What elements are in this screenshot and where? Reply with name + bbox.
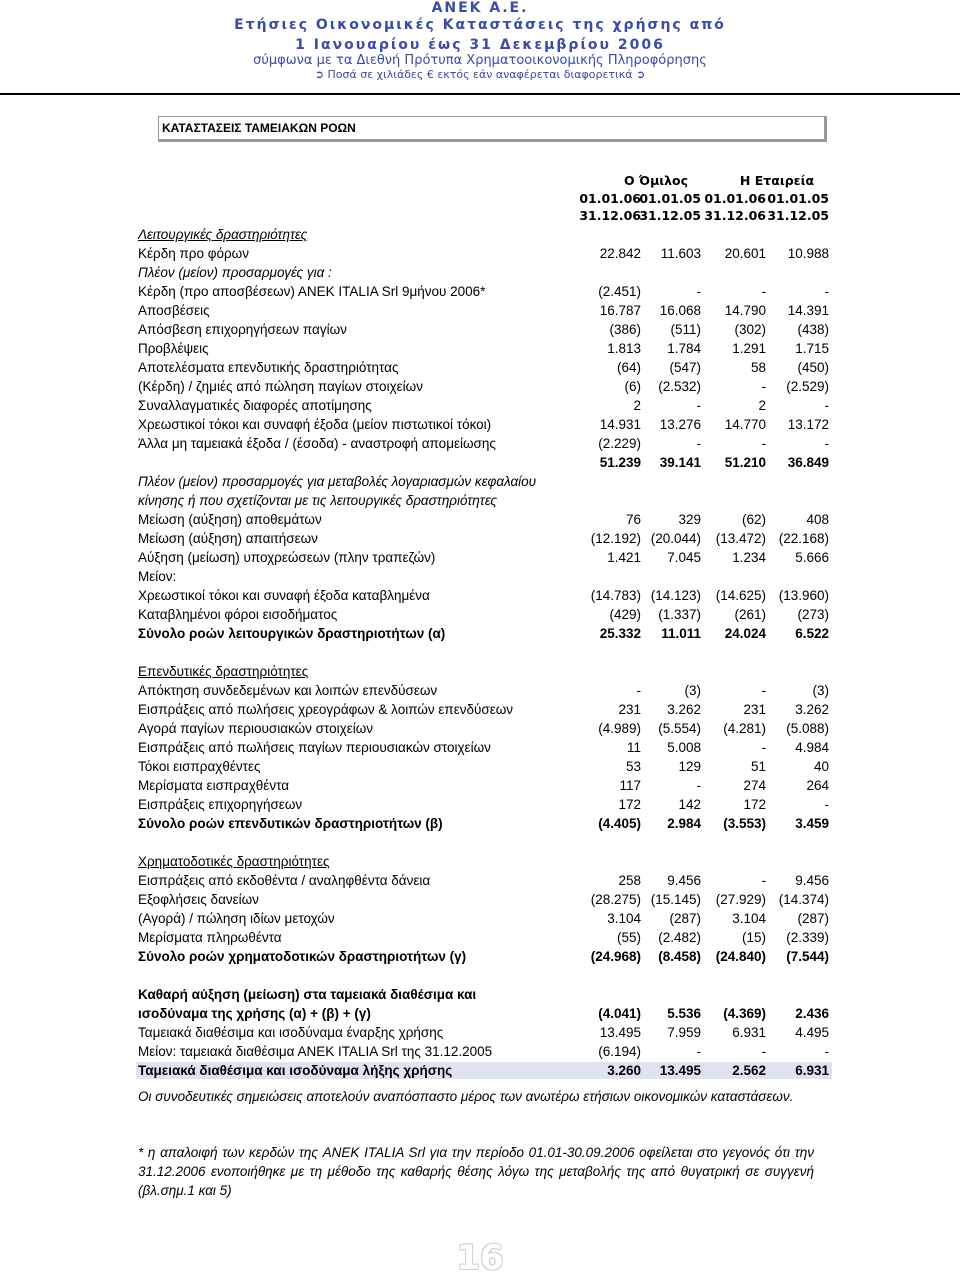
- table-row: [0, 548, 960, 567]
- cell-company-2006: (302): [734, 322, 766, 337]
- cell-group-2006: (55): [616, 930, 641, 945]
- cell-group-2006: (64): [616, 360, 641, 375]
- net-change-label-1: Καθαρή αύξηση (μείωση) στα ταμειακά διαθέσιμα και: [138, 987, 477, 1002]
- row-label: Χρεωστικοί τόκοι και συναφή έξοδα καταβλημένα: [138, 588, 430, 603]
- cell-group-2006: 51.239: [599, 455, 641, 470]
- cell-group-2005: (547): [669, 360, 701, 375]
- cell-group-2005: 2.984: [667, 816, 701, 831]
- cell-company-2006: -: [761, 436, 766, 451]
- cell-company-2006: -: [761, 284, 766, 299]
- table-row: [0, 1042, 960, 1061]
- table-row: [0, 263, 960, 282]
- table-row: [0, 776, 960, 795]
- cell-group-2005: (5.554): [658, 721, 701, 736]
- cell-company-2005: 13.172: [787, 417, 829, 432]
- table-row: [0, 795, 960, 814]
- cell-company-2005: 5.666: [795, 550, 829, 565]
- row-label: Απόκτηση συνδεδεμένων και λοιπών επενδύσεων: [138, 683, 438, 698]
- cell-company-2005: 36.849: [787, 455, 829, 470]
- operating-heading-row: [0, 225, 960, 244]
- cell-company-2006: 51.210: [724, 455, 766, 470]
- row-label: Αγορά παγίων περιουσιακών στοιχείων: [138, 721, 374, 736]
- cell-company-2006: (13.472): [715, 531, 766, 546]
- row-label: Εισπράξεις από πωλήσεις χρεογράφων & λοιπών επενδύσεων: [138, 702, 514, 717]
- cell-company-2005: 4.495: [795, 1025, 829, 1040]
- row-label: Μερίσματα πληρωθέντα: [138, 930, 282, 945]
- cell-group-2005: 13.495: [659, 1063, 701, 1078]
- cell-group-2006: 117: [619, 778, 641, 793]
- cell-group-2006: 22.842: [599, 246, 641, 261]
- col3-from: 01.01.06: [704, 191, 766, 206]
- cell-group-2005: 39.141: [659, 455, 701, 470]
- cell-group-2005: 13.276: [659, 417, 701, 432]
- col3-to: 31.12.06: [704, 208, 766, 223]
- report-period: 1 Ιανουαρίου έως 31 Δεκεμβρίου 2006: [295, 37, 665, 53]
- spacer: [0, 833, 960, 852]
- cell-group-2005: -: [696, 398, 701, 413]
- footnote: * η απαλοιφή των κερδών της ANEK ITALIA Srl για την περίοδο 01.01-30.09.2006 οφείλεται στο γεγονός ότι την 31.12.2006 ενοποιήθηκε με τη μέθοδο της καθαρής θέσης λόγω της μεταβολής της από θυγατρική σε συγγενή (βλ.σημ.1 και 5): [138, 1145, 814, 1198]
- cell-group-2006: 231: [618, 702, 641, 717]
- investing-heading: Επενδυτικές δραστηριότητες: [138, 664, 309, 679]
- table-row: [0, 510, 960, 529]
- cell-group-2005: 11.011: [661, 626, 701, 641]
- table-row: [0, 928, 960, 947]
- cell-group-2005: 9.456: [667, 873, 701, 888]
- financing-total-row: [0, 947, 960, 966]
- table-row: [0, 529, 960, 548]
- cell-group-2006: (4.405): [598, 816, 641, 831]
- cell-company-2006: 24.024: [724, 626, 766, 641]
- cell-group-2005: 5.536: [667, 1006, 701, 1021]
- cell-company-2006: 3.104: [732, 911, 766, 926]
- col1-to: 31.12.06: [579, 208, 641, 223]
- cell-group-2006: 1.421: [607, 550, 641, 565]
- row-label: Μερίσματα εισπραχθέντα: [138, 778, 290, 793]
- cell-group-2005: (14.123): [650, 588, 701, 603]
- table-row: [0, 396, 960, 415]
- cell-group-2005: (8.458): [658, 949, 701, 964]
- cell-company-2006: 1.234: [732, 550, 766, 565]
- cell-group-2005: (1.337): [658, 607, 701, 622]
- cell-group-2006: (4.041): [598, 1006, 641, 1021]
- operating-rows: [0, 244, 960, 453]
- cell-company-2005: 4.984: [795, 740, 829, 755]
- col4-from: 01.01.05: [767, 191, 829, 206]
- cell-group-2005: 7.045: [667, 550, 701, 565]
- table-row: [0, 605, 960, 624]
- table-row: [0, 586, 960, 605]
- financing-rows: [0, 871, 960, 947]
- row-label: Σύνολο ροών χρηματοδοτικών δραστηριοτήτων (γ): [138, 949, 467, 964]
- cell-group-2005: 142: [678, 797, 701, 812]
- cell-group-2005: (15.145): [650, 892, 701, 907]
- cell-group-2006: 1.813: [607, 341, 641, 356]
- operating-subtotal-row: [0, 453, 960, 472]
- working-capital-heading-row-1: [0, 472, 960, 491]
- section-title: ΚΑΤΑΣΤΑΣΕΙΣ ΤΑΜΕΙΑΚΩΝ ΡΟΩΝ: [158, 116, 827, 142]
- cell-company-2006: (3.553): [723, 816, 766, 831]
- net-change-row-1: [0, 985, 960, 1004]
- cell-group-2006: (6): [624, 379, 641, 394]
- cell-company-2005: (273): [797, 607, 829, 622]
- cell-group-2006: -: [636, 683, 641, 698]
- cell-company-2006: 2.562: [732, 1063, 766, 1078]
- row-label: Εισπράξεις από εκδοθέντα / αναληφθέντα δάνεια: [138, 873, 431, 888]
- cell-company-2005: (2.339): [786, 930, 829, 945]
- row-label: Εισπράξεις επιχορηγήσεων: [138, 797, 303, 812]
- cell-group-2005: 16.068: [659, 303, 701, 318]
- row-label: Σύνολο ροών λειτουργικών δραστηριοτήτων (α): [138, 626, 446, 641]
- cell-company-2005: 6.522: [795, 626, 829, 641]
- cell-company-2006: (15): [741, 930, 766, 945]
- cell-group-2005: 7.959: [667, 1025, 701, 1040]
- row-label: Αποτελέσματα επενδυτικής δραστηριότητας: [138, 360, 399, 375]
- cell-company-2005: 1.715: [795, 341, 829, 356]
- row-label: Εισπράξεις από πωλήσεις παγίων περιουσιακών στοιχείων: [138, 740, 491, 755]
- cell-group-2006: 13.495: [599, 1025, 641, 1040]
- net-change-label-2: ισοδύναμα της χρήσης (α) + (β) + (γ): [138, 1006, 371, 1021]
- cell-group-2005: (287): [669, 911, 701, 926]
- cell-company-2006: 274: [743, 778, 766, 793]
- row-label: Αύξηση (μείωση) υποχρεώσεων (πλην τραπεζών): [138, 550, 436, 565]
- cell-company-2006: (24.840): [715, 949, 766, 964]
- cell-company-2006: 58: [750, 360, 766, 375]
- cell-group-2005: -: [696, 778, 701, 793]
- cell-group-2006: 76: [625, 512, 641, 527]
- company-column-header: Η Εταιρεία: [739, 173, 815, 188]
- cell-group-2006: (429): [609, 607, 641, 622]
- cell-group-2005: -: [696, 436, 701, 451]
- cell-group-2005: (20.044): [650, 531, 701, 546]
- cell-group-2006: 16.787: [599, 303, 641, 318]
- cell-company-2005: (13.960): [778, 588, 829, 603]
- cell-company-2006: 14.770: [724, 417, 766, 432]
- cash-flow-statement: [0, 225, 960, 1080]
- financing-heading: Χρηματοδοτικές δραστηριότητες: [138, 854, 330, 869]
- cell-group-2005: (3): [684, 683, 701, 698]
- cell-company-2005: 2.436: [795, 1006, 829, 1021]
- row-label: Προβλέψεις: [138, 341, 209, 356]
- col1-from: 01.01.06: [579, 191, 641, 206]
- table-row: [0, 719, 960, 738]
- operating-heading: Λειτουργικές δραστηριότητες: [138, 227, 308, 242]
- cell-company-2006: (4.369): [723, 1006, 766, 1021]
- header-divider: [0, 93, 960, 95]
- table-row: [0, 1023, 960, 1042]
- row-label: Συναλλαγματικές διαφορές αποτίμησης: [138, 398, 372, 413]
- cell-group-2005: (2.532): [658, 379, 701, 394]
- row-label: Καταβλημένοι φόροι εισοδήματος: [138, 607, 338, 622]
- report-title: Ετήσιες Οικονομικές Καταστάσεις της χρήσης από: [234, 17, 726, 33]
- row-label: Χρεωστικοί τόκοι και συναφή έξοδα (μείον πιστωτικοί τόκοι): [138, 417, 492, 432]
- row-label: Μείον:: [138, 569, 177, 584]
- table-row: [0, 871, 960, 890]
- cell-company-2006: 20.601: [724, 246, 766, 261]
- cell-company-2005: (2.529): [786, 379, 829, 394]
- row-label: Μείωση (αύξηση) αποθεμάτων: [138, 512, 322, 527]
- cell-group-2006: (2.451): [598, 284, 641, 299]
- cell-company-2006: 1.291: [732, 341, 766, 356]
- working-capital-heading-2: κίνησης ή που σχετίζονται με τις λειτουργικές δραστηριότητες: [138, 493, 497, 508]
- cell-group-2006: 53: [625, 759, 641, 774]
- cell-group-2006: (4.989): [598, 721, 641, 736]
- cell-group-2006: (6.194): [598, 1044, 641, 1059]
- cell-company-2006: 14.790: [724, 303, 766, 318]
- table-row: [0, 320, 960, 339]
- cell-company-2006: (14.625): [715, 588, 766, 603]
- cell-group-2005: 129: [678, 759, 701, 774]
- row-label: Ταμειακά διαθέσιμα και ισοδύναμα έναρξης χρήσης: [138, 1025, 444, 1040]
- investing-rows: [0, 681, 960, 814]
- col4-to: 31.12.05: [767, 208, 829, 223]
- cell-group-2006: 2: [633, 398, 641, 413]
- cell-company-2006: -: [761, 683, 766, 698]
- table-row: [0, 757, 960, 776]
- row-label: (Κέρδη) / ζημιές από πώληση παγίων στοιχείων: [138, 379, 423, 394]
- investing-heading-row: [0, 662, 960, 681]
- cell-company-2006: 51: [750, 759, 766, 774]
- cell-group-2006: (386): [609, 322, 641, 337]
- row-label: Εξοφλήσεις δανείων: [138, 892, 259, 907]
- cell-company-2005: -: [824, 1044, 829, 1059]
- cell-group-2005: (2.482): [658, 930, 701, 945]
- cell-group-2006: 11: [626, 740, 641, 755]
- cell-company-2005: (3): [812, 683, 829, 698]
- cell-company-2005: (450): [797, 360, 829, 375]
- row-label: Σύνολο ροών επενδυτικών δραστηριοτήτων (β): [138, 816, 443, 831]
- cell-company-2005: (14.374): [778, 892, 829, 907]
- cell-company-2005: (7.544): [786, 949, 829, 964]
- net-change-row-2: [0, 1004, 960, 1023]
- cell-group-2006: 25.332: [599, 626, 641, 641]
- table-row: [0, 567, 960, 586]
- working-capital-heading-1: Πλέον (μείον) προσαρμογές για μεταβολές λογαριασμών κεφαλαίου: [138, 474, 537, 489]
- cell-company-2006: -: [761, 873, 766, 888]
- table-row: [0, 738, 960, 757]
- row-label: Μείον: ταμειακά διαθέσιμα ΑΝΕΚ ITALIA Srl της 31.12.2005: [138, 1044, 493, 1059]
- row-label: Ταμειακά διαθέσιμα και ισοδύναμα λήξης χρήσης: [138, 1063, 453, 1078]
- row-label: (Αγορά) / πώληση ιδίων μετοχών: [138, 911, 335, 926]
- cell-company-2006: -: [761, 379, 766, 394]
- cell-company-2006: 2: [758, 398, 766, 413]
- cell-group-2005: -: [696, 1044, 701, 1059]
- cell-company-2005: 10.988: [787, 246, 829, 261]
- cell-company-2005: 3.459: [795, 816, 829, 831]
- closing-cash-row: [0, 1061, 960, 1080]
- page-number: 16: [456, 1238, 504, 1278]
- cell-company-2006: (261): [734, 607, 766, 622]
- cell-company-2005: (287): [797, 911, 829, 926]
- cell-group-2006: (12.192): [590, 531, 641, 546]
- cell-company-2005: 14.391: [787, 303, 829, 318]
- row-label: Πλέον (μείον) προσαρμογές για :: [138, 265, 332, 280]
- row-label: Τόκοι εισπραχθέντες: [138, 759, 261, 774]
- table-row: [0, 415, 960, 434]
- cell-company-2005: 6.931: [795, 1063, 829, 1078]
- table-row: [0, 700, 960, 719]
- cell-group-2005: 1.784: [667, 341, 701, 356]
- row-label: Απόσβεση επιχορηγήσεων παγίων: [138, 322, 347, 337]
- cell-company-2005: -: [824, 436, 829, 451]
- cell-company-2006: (27.929): [715, 892, 766, 907]
- cell-company-2005: 40: [813, 759, 829, 774]
- cell-group-2006: (24.968): [590, 949, 641, 964]
- cell-company-2005: -: [824, 797, 829, 812]
- cell-group-2005: -: [696, 284, 701, 299]
- currency-note: ➲ Ποσά σε χιλιάδες € εκτός εάν αναφέρεται διαφορετικά ➲: [314, 68, 646, 81]
- cell-company-2006: -: [761, 740, 766, 755]
- table-row: [0, 301, 960, 320]
- table-row: [0, 681, 960, 700]
- cell-group-2005: 5.008: [667, 740, 701, 755]
- row-label: Αποσβέσεις: [138, 303, 210, 318]
- table-row: [0, 282, 960, 301]
- working-capital-heading-row-2: [0, 491, 960, 510]
- table-row: [0, 244, 960, 263]
- row-label: Άλλα μη ταμειακά έξοδα / (έσοδα) - αναστροφή απομείωσης: [138, 436, 496, 451]
- cell-company-2005: 408: [806, 512, 829, 527]
- cell-group-2006: (2.229): [598, 436, 641, 451]
- company-name: ΑΝΕΚ Α.Ε.: [431, 0, 529, 16]
- table-row: [0, 358, 960, 377]
- cell-company-2005: 3.262: [795, 702, 829, 717]
- report-standards: σύμφωνα με τα Διεθνή Πρότυπα Χρηματοοικονομικής Πληροφόρησης: [253, 53, 707, 68]
- working-capital-rows: [0, 510, 960, 624]
- row-label: Μείωση (αύξηση) απαιτήσεων: [138, 531, 318, 546]
- table-row: [0, 434, 960, 453]
- cell-group-2006: 3.104: [607, 911, 641, 926]
- operating-total-row: [0, 624, 960, 643]
- cell-company-2005: (5.088): [786, 721, 829, 736]
- cell-company-2005: -: [824, 398, 829, 413]
- accompanying-notes-statement: Οι συνοδευτικές σημειώσεις αποτελούν αναπόσπαστο μέρος των ανωτέρω ετήσιων οικονομικών καταστάσεων.: [138, 1089, 794, 1104]
- col2-from: 01.01.05: [639, 191, 701, 206]
- cell-group-2006: (14.783): [590, 588, 641, 603]
- cell-company-2006: (4.281): [723, 721, 766, 736]
- cell-company-2005: 9.456: [795, 873, 829, 888]
- cell-group-2006: 172: [618, 797, 641, 812]
- cell-company-2006: 172: [743, 797, 766, 812]
- cell-group-2006: (28.275): [590, 892, 641, 907]
- cell-company-2005: (22.168): [778, 531, 829, 546]
- table-row: [0, 909, 960, 928]
- cell-group-2005: 11.603: [660, 246, 701, 261]
- cell-company-2006: -: [761, 1044, 766, 1059]
- cell-group-2005: 3.262: [667, 702, 701, 717]
- row-label: Κέρδη (προ αποσβέσεων) ΑΝΕΚ ITALIA Srl 9μήνου 2006*: [138, 284, 486, 299]
- cell-group-2006: 258: [618, 873, 641, 888]
- group-column-header: Ο Όμιλος: [623, 173, 689, 188]
- cell-company-2006: 6.931: [732, 1025, 766, 1040]
- cell-group-2005: (511): [670, 322, 701, 337]
- investing-total-row: [0, 814, 960, 833]
- row-label: Κέρδη προ φόρων: [138, 246, 249, 261]
- cell-company-2005: (438): [797, 322, 829, 337]
- cell-company-2005: 264: [806, 778, 829, 793]
- spacer: [0, 643, 960, 662]
- cell-group-2006: 3.260: [607, 1063, 641, 1078]
- cell-company-2006: 231: [743, 702, 766, 717]
- spacer: [0, 966, 960, 985]
- col2-to: 31.12.05: [639, 208, 701, 223]
- table-row: [0, 377, 960, 396]
- table-row: [0, 890, 960, 909]
- cell-company-2006: (62): [741, 512, 766, 527]
- cell-group-2005: 329: [678, 512, 701, 527]
- table-row: [0, 339, 960, 358]
- cell-company-2005: -: [824, 284, 829, 299]
- cell-group-2006: 14.931: [599, 417, 641, 432]
- financing-heading-row: [0, 852, 960, 871]
